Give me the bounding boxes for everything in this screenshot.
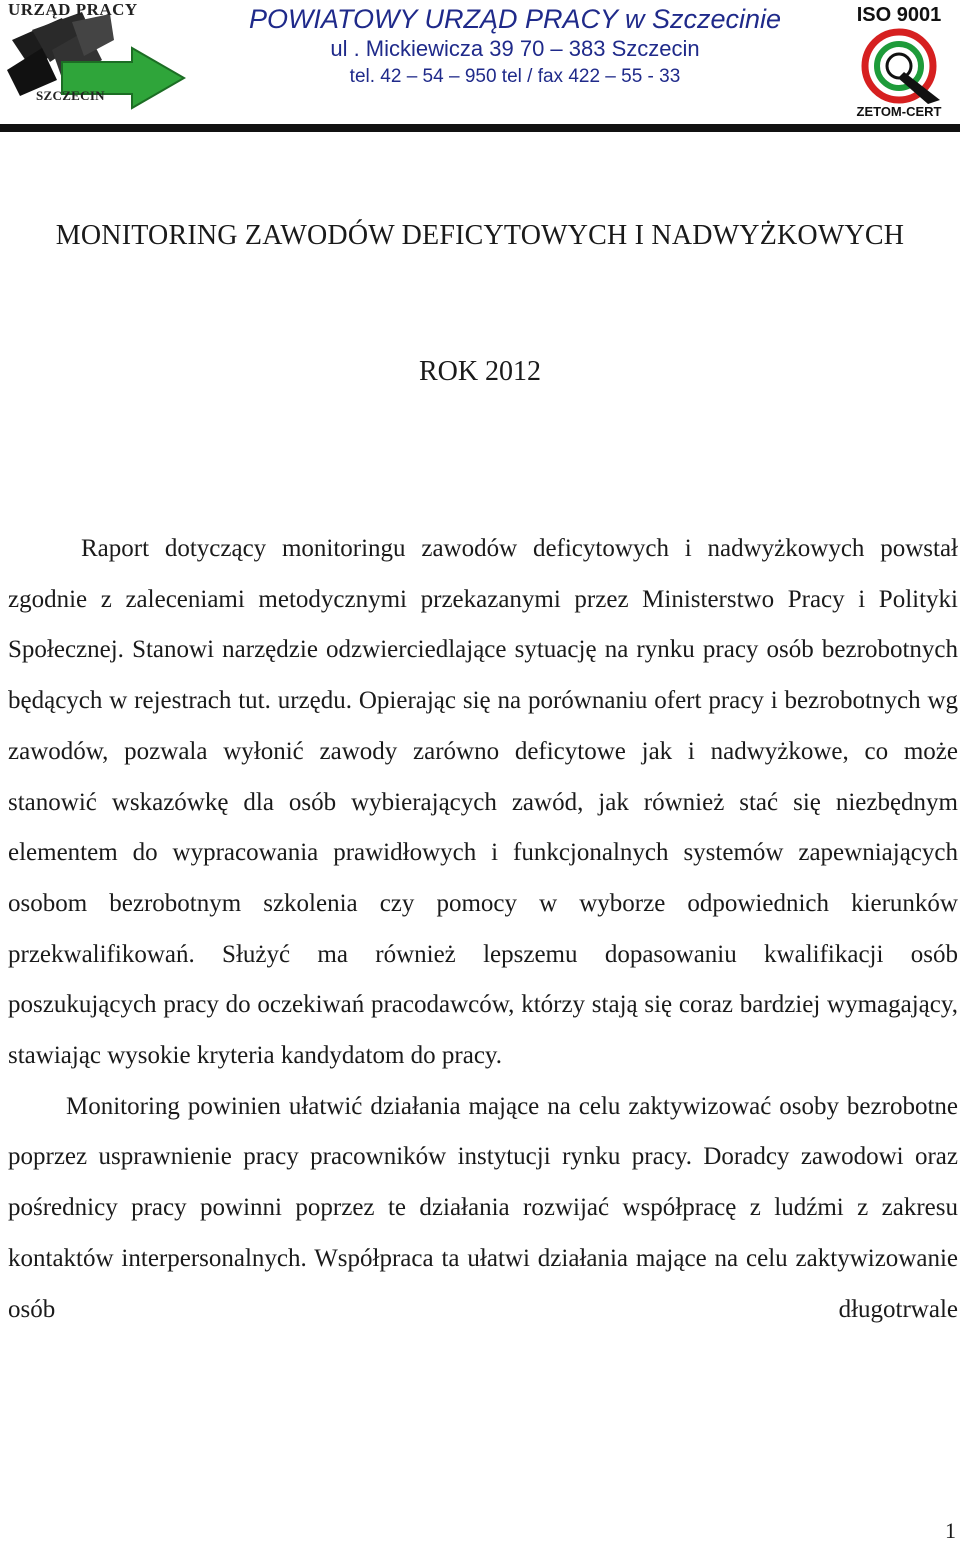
header-divider [0, 124, 960, 132]
urzad-pracy-logo [2, 0, 192, 118]
logo-bottom-text: SZCZECIN [36, 88, 105, 103]
document-title: MONITORING ZAWODÓW DEFICYTOWYCH I NADWYŻKOWYCH [55, 220, 905, 251]
document-body [8, 524, 958, 1335]
letterhead [0, 0, 960, 130]
office-phone: tel. 42 – 54 – 950 tel / fax 422 – 55 - 33 [349, 66, 681, 87]
page-number: 1 [945, 1518, 956, 1543]
iso-certifier: ZETOM-CERT [856, 104, 942, 119]
iso-q-icon [854, 26, 944, 104]
logo-top-text: URZĄD PRACY [8, 0, 138, 19]
iso-certificate-badge [838, 2, 960, 122]
paragraph: Monitoring powinien ułatwić działania mające na celu zaktywizować osoby bezrobotne poprzez usprawnienie pracy pracowników instytucji rynku pracy. Doradcy zawodowi oraz pośrednicy pracy powinni poprzez te działania rozwijać współpracę z ludźmi z zakresu kontaktów interpersonalnych. Współpraca ta ułatwi działania mające na celu zaktywizowanie osób długotrwale [8, 1092, 958, 1323]
iso-label: ISO 9001 [856, 4, 942, 26]
office-name: POWIATOWY URZĄD PRACY w Szczecinie [248, 4, 782, 34]
document-year: ROK 2012 [418, 356, 542, 387]
office-address: ul . Mickiewicza 39 70 – 383 Szczecin [330, 36, 700, 61]
paragraph: Raport dotyczący monitoringu zawodów deficytowych i nadwyżkowych powstał zgodnie z zaleceniami metodycznymi przekazanymi przez Ministerstwo Pracy i Polityki Społecznej. Stanowi narzędzie odzwierciedlające sytuację na rynku pracy osób bezrobotnych będących w rejestrach tut. urzędu. Opierając się na porównaniu ofert pracy i bezrobotnych wg zawodów, pozwala wyłonić zawody zarówno deficytowe jak i nadwyżkowe, co może stanowić wskazówkę dla osób wybierających zawód, jak również stać się niezbędnym elementem do wypracowania prawidłowych i funkcjonalnych systemów zapewniających osobom bezrobotnym szkolenia czy pomocy w wyborze odpowiednich kierunków przekwalifikowań. Służyć ma również lepszemu dopasowaniu kwalifikacji osób poszukujących pracy do oczekiwań pracodawców, którzy stają się coraz bardziej wymagający, stawiając wysokie kryteria kandydatom do pracy. [8, 535, 958, 1070]
office-info [205, 3, 825, 91]
